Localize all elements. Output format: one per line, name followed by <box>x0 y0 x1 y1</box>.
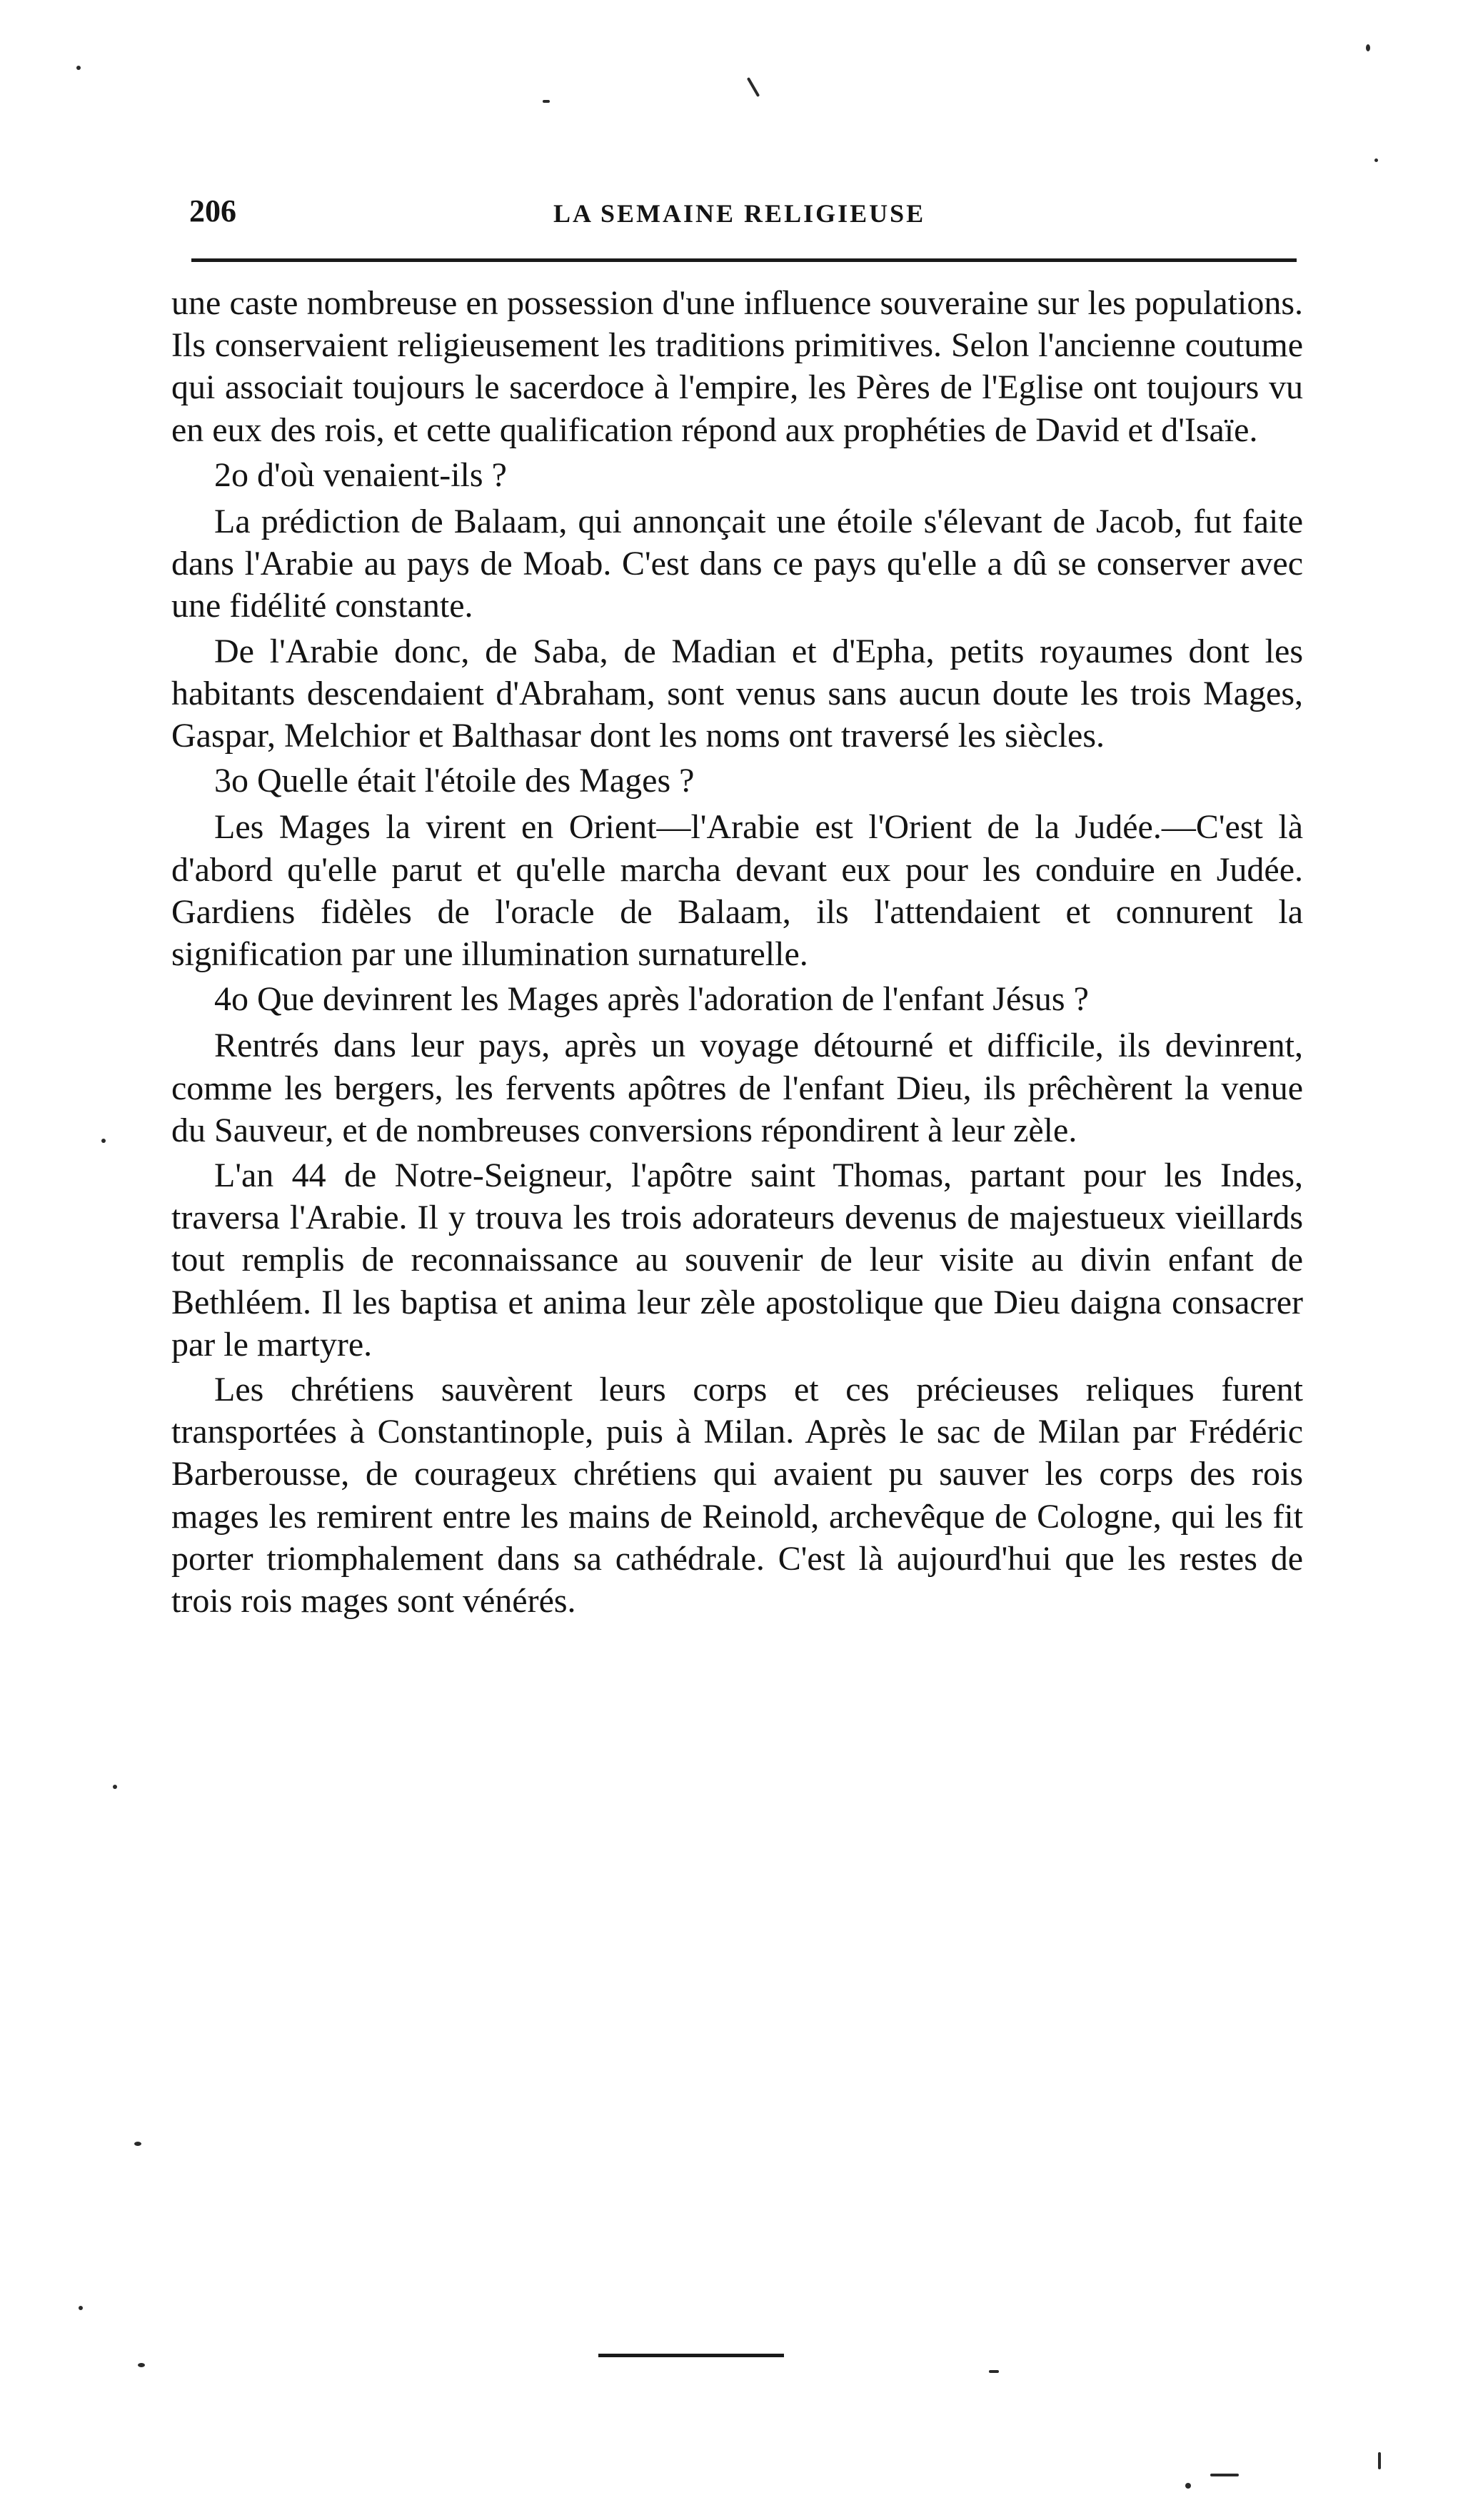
running-title: LA SEMAINE RELIGIEUSE <box>553 199 926 228</box>
paragraph-retour: Rentrés dans leur pays, après un voyage détourné et difficile, ils devinrent, comme les bergers, les fervents apôtres de l'enfant Dieu, ils prêchèrent la venue du Sauveur, et de nombreuses conversions répondirent à leur zèle. <box>171 1027 1303 1149</box>
page-number: 206 <box>189 193 236 228</box>
question-2: 2o d'où venaient-ils ? <box>214 455 507 494</box>
footer-rule <box>598 2354 784 2357</box>
scan-speck <box>1374 158 1378 162</box>
paragraph-reliques: Les chrétiens sauvèrent leurs corps et ces précieuses reliques furent transportées à Constantinople, puis à Milan. Après le sac de Milan par Frédéric Barberousse, de courageux chrétiens qui avaient pu sauver les corps des rois mages les remirent entre les mains de Reinold, archevêque de Cologne, qui les fit porter triomphalement dans sa cathédrale. C'est là aujourd'hui que les restes de trois rois mages sont vénérés. <box>171 1371 1303 1621</box>
question-3: 3o Quelle était l'étoile des Mages ? <box>214 762 695 800</box>
scan-speck <box>1185 2483 1191 2489</box>
paragraph-saint-thomas: L'an 44 de Notre-Seigneur, l'apôtre saint Thomas, partant pour les Indes, traversa l'Arabie. Il y trouva les trois adorateurs devenus de majestueux vieillards tout remplis de reconnaissance au souvenir de leur visite au divin enfant de Bethléem. Il les baptisa et anima leur zèle apostolique que Dieu daigna consacrer par le martyre. <box>171 1156 1303 1364</box>
scan-speck <box>989 2370 999 2373</box>
paragraph-arabie: De l'Arabie donc, de Saba, de Madian et d'Epha, petits royaumes dont les habitants descendaient d'Abraham, sont venus sans aucun doute les trois Mages, Gaspar, Melchior et Balthasar dont les noms ont traversé les siècles. <box>171 632 1303 755</box>
scan-speck <box>101 1139 106 1143</box>
paragraph-castes: une caste nombreuse en possession d'une influence souveraine sur les populations. Ils conservaient religieusement les traditions primitives. Selon l'ancienne coutume qui associait toujours le sacerdoce à l'empire, les Pères de l'Eglise ont toujours vu en eux des rois, et cette qualification répond aux prophéties de David et d'Isaïe. <box>171 284 1303 449</box>
scan-speck <box>79 2306 83 2310</box>
scan-speck <box>543 100 550 103</box>
header-rule <box>191 258 1297 262</box>
question-4: 4o Que devinrent les Mages après l'adoration de l'enfant Jésus ? <box>214 980 1089 1019</box>
scan-speck <box>1210 2474 1239 2476</box>
paragraph-balaam: La prédiction de Balaam, qui annonçait une étoile s'élevant de Jacob, fut faite dans l'Arabie au pays de Moab. C'est dans ce pays qu'elle a dû se conserver avec une fidélité constante. <box>171 503 1303 625</box>
scan-speck <box>1378 2452 1381 2469</box>
body-text <box>171 282 1303 1622</box>
scan-speck <box>747 77 760 97</box>
scan-speck <box>138 2363 145 2367</box>
page-header <box>189 193 1299 236</box>
scan-speck <box>113 1785 117 1789</box>
scan-speck <box>76 66 81 70</box>
paragraph-etoile: Les Mages la virent en Orient—l'Arabie est l'Orient de la Judée.—C'est là d'abord qu'elle parut et qu'elle marcha devant eux pour les conduire en Judée. Gardiens fidèles de l'oracle de Balaam, ils l'attendaient et connurent la signification par une illumination surnaturelle. <box>171 808 1303 974</box>
scan-speck <box>1366 44 1370 51</box>
scan-speck <box>134 2142 141 2146</box>
